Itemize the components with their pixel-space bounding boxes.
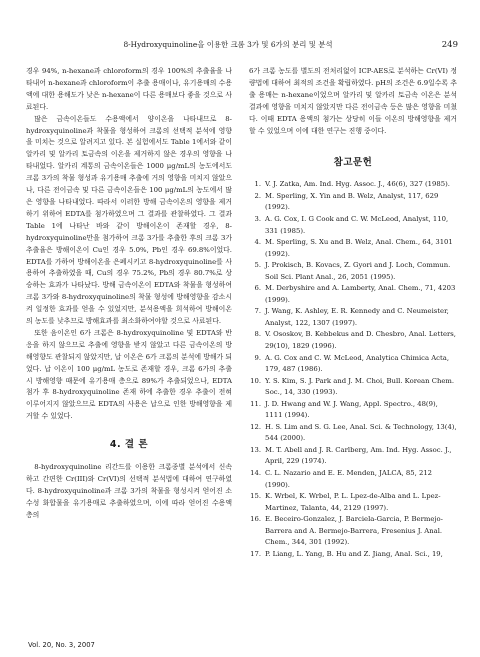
reference-item <box>249 514 457 549</box>
conclusion-paragraph: 8-hydroxyquinoline 리간드를 이용한 크롬종별 분석에서 신속하고 간편한 Cr(III)와 Cr(VI)의 선택적 분석법에 대하여 연구하였다. 8-hydroxyquinoline과 크롬 3가의 착물을 형성시켜 얻어진 소수성 화합물을 유기용매로 추출하였으며, 이에 따라 얻어진 수용액 층의 <box>26 463 232 519</box>
reference-number: 10. <box>250 376 261 385</box>
running-header <box>28 38 458 52</box>
page-number: 249 <box>441 40 458 50</box>
reference-number: 16. <box>250 515 261 524</box>
reference-item <box>249 260 457 283</box>
reference-item <box>249 191 457 214</box>
reference-text: Y. S. Kim, S. J. Park and J. M. Choi, Bull. Korean Chem. Soc., 14, 330 (1993). <box>265 376 455 397</box>
reference-text: H. S. Lim and S. G. Lee, Anal. Sci. & Technology, 13(4), 544 (2000). <box>265 422 457 443</box>
reference-text: M. Derbyshire and A. Lamberty, Anal. Chem., 71, 4203 (1999). <box>265 284 456 304</box>
reference-item <box>249 329 457 352</box>
reference-item <box>249 549 457 561</box>
reference-text: V. J. Zatka, Am. Ind. Hyg. Assoc. J., 46(6), 327 (1985). <box>265 180 450 189</box>
conclusion-continued-paragraph: 6가 크롬 농도를 별도의 전처리없이 ICP-AES로 분석하는 Cr(VI) 정량법에 대하여 최적의 조건을 확립하였다. pH의 조건은 6.9일수록 추출 용매는 n-hexane이었으며 알카리 및 알카리 토금속 이온은 분석결과에 영향을 미치지 않았지만 다른 전이금속 등은 많은 영향을 미쳤다. 이때 EDTA 용액의 첨가는 상당히 이들 이온의 방해영향을 제거할 수 있었으며 이에 대한 연구는 진행 중이다. <box>249 67 457 135</box>
reference-text: P. Liang, L. Yang, B. Hu and Z. Jiang, Anal. Sci., 19, <box>265 549 443 558</box>
left-column <box>26 66 232 522</box>
reference-number: 3. <box>254 214 261 223</box>
reference-number: 7. <box>254 307 261 316</box>
running-title: 8-Hydroxyquinoline을 이용한 크롬 3가 및 6가의 분리 및 분석 <box>123 40 333 49</box>
reference-item <box>249 445 457 468</box>
reference-item <box>249 399 457 422</box>
reference-number: 13. <box>250 445 261 454</box>
reference-item <box>249 283 457 306</box>
reference-item <box>249 353 457 376</box>
reference-text: M. Sperling, S. Xu and B. Welz, Anal. Chem., 64, 3101 (1992). <box>265 238 453 258</box>
reference-text: J. D. Hwang and W. J. Wang, Appl. Spectro., 48(9), 1111 (1994). <box>265 399 438 420</box>
reference-item <box>249 376 457 399</box>
reference-text: E. Beceiro-Gonzalez, J. Barciela-Garcia, P. Bermejo-Barrera and A. Bermejo-Barrera, Fresenius J. Anal. Chem., 344, 301 (1992). <box>265 515 443 547</box>
reference-number: 11. <box>250 399 261 408</box>
reference-number: 2. <box>254 191 261 200</box>
reference-text: J. Wang, K. Ashley, E. R. Kennedy and C. Neumeister, Analyst, 122, 1307 (1997). <box>265 307 449 327</box>
reference-text: M. T. Abell and J. R. Carlberg, Am. Ind. Hyg. Assoc. J., April, 229 (1974). <box>265 445 452 466</box>
reference-item <box>249 306 457 329</box>
reference-item <box>249 491 457 514</box>
reference-text: V. Ososkov, B. Kebbekus and D. Chesbro, Anal. Letters, 29(10), 1829 (1996). <box>265 330 456 350</box>
reference-number: 8. <box>254 330 261 339</box>
reference-item <box>249 214 457 237</box>
paragraph: 경우 94%, n-hexane과 chloroform의 경우 100%의 추출율을 나타내어 n-hexane과 chloroform이 추출 용매이나, 유기용매의 수용액에 대한 용해도가 낮은 n-hexane이 다른 용매보다 좋을 것으로 사료된다. <box>26 67 232 111</box>
conclusion-heading: 4. 결 론 <box>109 439 149 451</box>
reference-text: A. G. Cox and C. W. McLeod, Analytica Chimica Acta, 179, 487 (1986). <box>265 353 450 374</box>
reference-number: 1. <box>254 180 261 189</box>
reference-text: J. Prokisch, B. Kovacs, Z. Gyori and J. Loch, Commun. Soil Sci. Plant Anal., 26, 2051 (1995). <box>265 261 451 281</box>
reference-number: 6. <box>254 284 261 293</box>
paragraph: 또한 음이온인 6가 크롬은 8-hydroxyquinoline 및 EDTA와 반응을 하지 않으므로 추출에 영향을 받지 않았고 다른 금속이온의 방해영향도 관찰되지 않았지만, 납 이온은 6가 크롬의 분석에 방해가 되었다. 납 이온이 100 μg/mL 농도로 존재할 경우, 크롬 6가의 추출 시 방해영향 때문에 유기용매 층으로 89%가 추출되었으나, EDTA 첨가 후 8-hydroxyquinoline 존재 하에 추출한 경우 추출이 전혀 이루어지지 않았으므로 EDTA의 사용은 납으로 인한 방해영향을 제거할 수 있었다. <box>26 328 233 421</box>
reference-number: 17. <box>250 549 261 558</box>
reference-number: 5. <box>254 261 261 270</box>
reference-text: K. Wrbel, K. Wrbel, P. L. Lpez-de-Alba and L. Lpez-Martinez, Talanta, 44, 2129 (1997). <box>265 492 441 512</box>
reference-item <box>249 468 457 491</box>
references-heading: 참고문헌 <box>333 157 373 169</box>
reference-item <box>249 179 457 191</box>
journal-issue-footer: Vol. 20, No. 3, 2007 <box>28 641 95 649</box>
reference-item <box>249 422 457 445</box>
reference-number: 9. <box>254 353 261 362</box>
reference-number: 12. <box>250 422 261 431</box>
paragraph: 많은 금속이온들도 수용액에서 양이온을 나타내므로 8-hydroxyquinoline과 착물을 형성하여 크롬의 선택적 분석에 영향을 미치는 것으로 알려지고 있다. 본 실험에서도 Table 1에서와 같이 알카리 및 알카리 토금속의 이온을 제거하지 않은 경우의 영향을 나타내었다. 알카리 계통의 금속이온들은 1000 μg/mL의 농도에서도 크롬 3가의 착물 형성과 유기용매 추출에 거의 영향을 미치지 않았으나, 다른 전이금속 및 다른 금속이온들은 100 μg/mL의 농도에서 많은 영향을 나타내었다. 따라서 이러한 방해 금속이온의 영향을 제거하기 위하여 EDTA를 첨가하였으며 그 결과를 관찰하였다. 그 결과 Table 1에 나타난 바와 같이 방해이온이 존재할 경우, 8-hydroxyquinoline만을 첨가하여 크롬 3가를 추출한 후의 크롬 3가 추출율은 방해이온이 Cu인 경우 5.0%, Pb인 경우 69.8%이었다. EDTA를 가하여 방해이온을 은폐시키고 8-hydroxyquinoline를 사용하여 추출하였을 때, Cu의 경우 75.2%, Pb의 경우 80.7%로 상승하는 효과가 나타났다. 방해 금속이온이 EDTA와 착물을 형성하여 크롬 3가와 8-hydroxyquinoline의 착물 형성에 방해영향을 감소시켜 일정한 효과를 얻을 수 있었지만, 분석용액을 희석하여 방해이온의 농도를 낮추므로 방해효과를 최소화하여야할 것으로 사료된다. <box>26 114 232 326</box>
reference-number: 4. <box>254 238 261 247</box>
right-column <box>249 66 457 560</box>
reference-number: 15. <box>250 492 261 501</box>
reference-text: C. L. Nazario and E. E. Menden, JALCA, 85, 212 (1990). <box>265 469 433 489</box>
reference-item <box>249 237 457 260</box>
reference-text: A. G. Cox, I. G Cook and C. W. McLeod, Analyst, 110, 331 (1985). <box>265 214 449 235</box>
reference-text: M. Sperling, X. Yin and B. Welz, Analyst, 117, 629 (1992). <box>265 191 439 212</box>
reference-number: 14. <box>250 469 261 478</box>
references-list <box>249 179 457 560</box>
